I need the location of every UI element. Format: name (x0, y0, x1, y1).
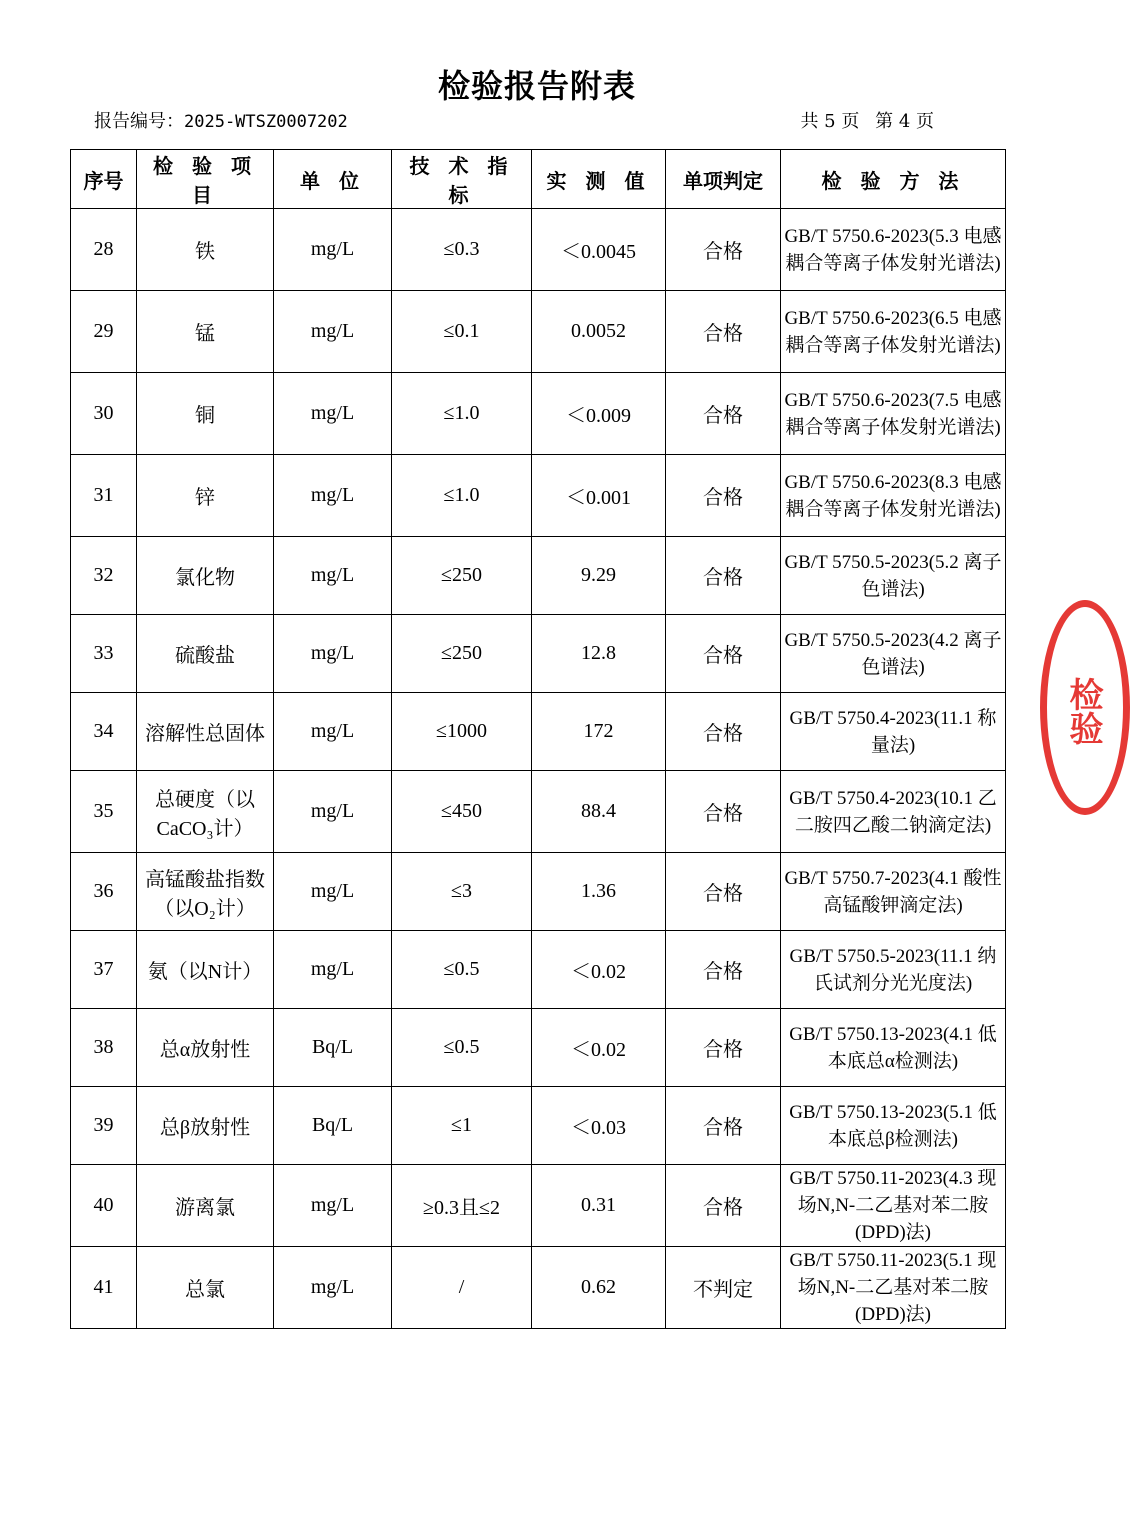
cell-value: 0.31 (532, 1165, 666, 1247)
cell-item: 总β放射性 (137, 1087, 274, 1165)
cell-limit: ≤450 (392, 771, 532, 853)
cell-unit: mg/L (274, 853, 392, 931)
cell-limit: ≤0.1 (392, 291, 532, 373)
cell-item: 总α放射性 (137, 1009, 274, 1087)
report-number-value: 2025-WTSZ0007202 (184, 112, 348, 132)
cell-method: GB/T 5750.6-2023(8.3 电感耦合等离子体发射光谱法) (781, 455, 1006, 537)
cell-verdict: 合格 (666, 693, 781, 771)
cell-method: GB/T 5750.4-2023(11.1 称量法) (781, 693, 1006, 771)
cell-method: GB/T 5750.11-2023(5.1 现场N,N-二乙基对苯二胺(DPD)法) (781, 1247, 1006, 1329)
stamp-text: 检验 (1063, 677, 1103, 745)
cell-method: GB/T 5750.6-2023(7.5 电感耦合等离子体发射光谱法) (781, 373, 1006, 455)
cell-limit: ≤0.5 (392, 931, 532, 1009)
cell-value: ＜0.02 (532, 1009, 666, 1087)
table-row (71, 373, 1006, 455)
table-row (71, 291, 1006, 373)
cell-item: 总硬度（以CaCO₃计） (137, 771, 274, 853)
cell-value: 0.0052 (532, 291, 666, 373)
col-header-method: 检 验 方 法 (781, 150, 1006, 209)
cell-unit: mg/L (274, 771, 392, 853)
table-row (71, 693, 1006, 771)
cell-limit: ≤1 (392, 1087, 532, 1165)
cell-unit: mg/L (274, 455, 392, 537)
report-number (94, 108, 348, 136)
cell-unit: mg/L (274, 373, 392, 455)
cell-value: 9.29 (532, 537, 666, 615)
cell-value: ＜0.03 (532, 1087, 666, 1165)
cell-value: 0.62 (532, 1247, 666, 1329)
cell-method: GB/T 5750.6-2023(6.5 电感耦合等离子体发射光谱法) (781, 291, 1006, 373)
cell-no: 39 (71, 1087, 137, 1165)
cell-verdict: 合格 (666, 373, 781, 455)
cell-value: 1.36 (532, 853, 666, 931)
table-header-row (71, 150, 1006, 209)
cell-unit: mg/L (274, 291, 392, 373)
cell-no: 36 (71, 853, 137, 931)
table-row (71, 537, 1006, 615)
cell-limit: ≤1.0 (392, 455, 532, 537)
cell-method: GB/T 5750.5-2023(11.1 纳氏试剂分光光度法) (781, 931, 1006, 1009)
cell-verdict: 合格 (666, 209, 781, 291)
cell-method: GB/T 5750.6-2023(5.3 电感耦合等离子体发射光谱法) (781, 209, 1006, 291)
cell-value: 88.4 (532, 771, 666, 853)
table-row (71, 771, 1006, 853)
cell-no: 35 (71, 771, 137, 853)
report-number-label: 报告编号： (94, 111, 184, 132)
cell-verdict: 合格 (666, 853, 781, 931)
cell-unit: mg/L (274, 1247, 392, 1329)
cell-value: ＜0.001 (532, 455, 666, 537)
cell-item: 铜 (137, 373, 274, 455)
page-indicator (790, 108, 934, 136)
table-row (71, 455, 1006, 537)
cell-no: 40 (71, 1165, 137, 1247)
cell-method: GB/T 5750.11-2023(4.3 现场N,N-二乙基对苯二胺(DPD)法) (781, 1165, 1006, 1247)
cell-unit: mg/L (274, 693, 392, 771)
table-row (71, 1165, 1006, 1247)
cell-no: 37 (71, 931, 137, 1009)
cell-verdict: 不判定 (666, 1247, 781, 1329)
cell-limit: ≤0.3 (392, 209, 532, 291)
cell-no: 31 (71, 455, 137, 537)
cell-value: ＜0.02 (532, 931, 666, 1009)
cell-method: GB/T 5750.5-2023(5.2 离子色谱法) (781, 537, 1006, 615)
cell-item: 锰 (137, 291, 274, 373)
cell-verdict: 合格 (666, 291, 781, 373)
cell-limit: ≤0.5 (392, 1009, 532, 1087)
cell-method: GB/T 5750.4-2023(10.1 乙二胺四乙酸二钠滴定法) (781, 771, 1006, 853)
cell-limit: ≥0.3且≤2 (392, 1165, 532, 1247)
cell-method: GB/T 5750.7-2023(4.1 酸性高锰酸钾滴定法) (781, 853, 1006, 931)
cell-no: 38 (71, 1009, 137, 1087)
cell-unit: Bq/L (274, 1087, 392, 1165)
cell-limit: ≤250 (392, 537, 532, 615)
table-row (71, 1087, 1006, 1165)
cell-no: 29 (71, 291, 137, 373)
cell-unit: Bq/L (274, 1009, 392, 1087)
cell-no: 28 (71, 209, 137, 291)
table-row (71, 615, 1006, 693)
current-page: 第 4 页 (875, 111, 934, 132)
cell-value: 172 (532, 693, 666, 771)
col-header-item: 检 验 项 目 (137, 150, 274, 209)
cell-value: 12.8 (532, 615, 666, 693)
cell-limit: ≤250 (392, 615, 532, 693)
cell-no: 41 (71, 1247, 137, 1329)
cell-verdict: 合格 (666, 1165, 781, 1247)
cell-unit: mg/L (274, 1165, 392, 1247)
cell-value: ＜0.009 (532, 373, 666, 455)
cell-item: 氨（以N计） (137, 931, 274, 1009)
cell-verdict: 合格 (666, 1009, 781, 1087)
inspection-stamp (1040, 600, 1130, 815)
cell-method: GB/T 5750.13-2023(4.1 低本底总α检测法) (781, 1009, 1006, 1087)
cell-verdict: 合格 (666, 537, 781, 615)
cell-method: GB/T 5750.13-2023(5.1 低本底总β检测法) (781, 1087, 1006, 1165)
table-row (71, 931, 1006, 1009)
page-title: 检验报告附表 (437, 67, 636, 105)
total-pages: 共 5 页 (800, 111, 860, 132)
cell-no: 30 (71, 373, 137, 455)
table-row (71, 853, 1006, 931)
col-header-limit: 技 术 指 标 (392, 150, 532, 209)
cell-value: ＜0.0045 (532, 209, 666, 291)
cell-no: 32 (71, 537, 137, 615)
cell-item: 氯化物 (137, 537, 274, 615)
cell-item: 硫酸盐 (137, 615, 274, 693)
cell-verdict: 合格 (666, 931, 781, 1009)
cell-unit: mg/L (274, 931, 392, 1009)
results-table (70, 149, 1006, 1329)
cell-item: 溶解性总固体 (137, 693, 274, 771)
cell-verdict: 合格 (666, 615, 781, 693)
cell-limit: ≤1000 (392, 693, 532, 771)
cell-no: 33 (71, 615, 137, 693)
cell-item: 游离氯 (137, 1165, 274, 1247)
cell-item: 高锰酸盐指数（以O₂计） (137, 853, 274, 931)
table-row (71, 209, 1006, 291)
cell-no: 34 (71, 693, 137, 771)
table-row (71, 1247, 1006, 1329)
col-header-unit: 单 位 (274, 150, 392, 209)
col-header-no: 序号 (71, 150, 137, 209)
cell-limit: ≤1.0 (392, 373, 532, 455)
cell-verdict: 合格 (666, 771, 781, 853)
cell-item: 铁 (137, 209, 274, 291)
cell-method: GB/T 5750.5-2023(4.2 离子色谱法) (781, 615, 1006, 693)
col-header-value: 实 测 值 (532, 150, 666, 209)
cell-item: 总氯 (137, 1247, 274, 1329)
cell-limit: / (392, 1247, 532, 1329)
cell-verdict: 合格 (666, 455, 781, 537)
cell-limit: ≤3 (392, 853, 532, 931)
cell-item: 锌 (137, 455, 274, 537)
cell-verdict: 合格 (666, 1087, 781, 1165)
cell-unit: mg/L (274, 209, 392, 291)
col-header-verdict: 单项判定 (666, 150, 781, 209)
cell-unit: mg/L (274, 615, 392, 693)
table-row (71, 1009, 1006, 1087)
cell-unit: mg/L (274, 537, 392, 615)
